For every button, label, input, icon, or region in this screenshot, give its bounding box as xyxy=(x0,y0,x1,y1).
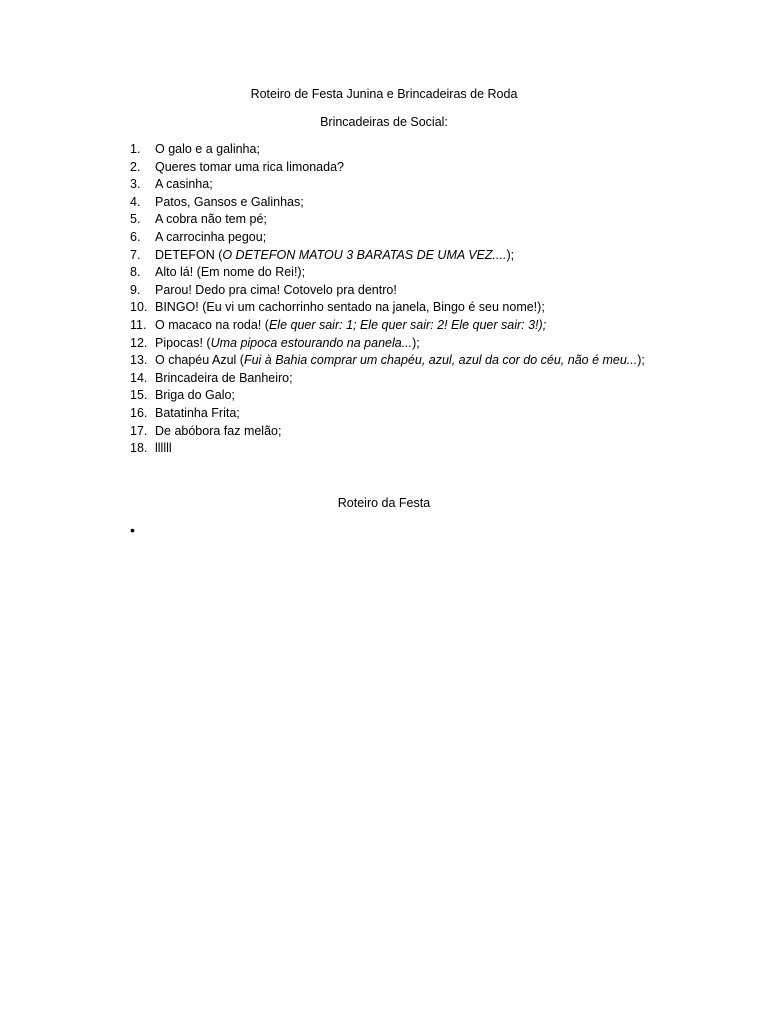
list-item-text: Briga do Galo; xyxy=(155,388,235,403)
list-item-text: Alto lá! (Em nome do Rei!); xyxy=(155,265,306,280)
list-item xyxy=(130,423,645,441)
list-item-number: 18. xyxy=(130,441,148,456)
list-item-number: 15. xyxy=(130,388,148,403)
section-heading-games: Brincadeiras de Social: xyxy=(320,115,448,129)
list-item-italic-text: Ele quer sair: 1; Ele quer sair: 2! Ele quer sair: 3!); xyxy=(268,317,547,332)
list-item-number: 12. xyxy=(130,335,148,350)
list-item-number: 14. xyxy=(130,370,148,385)
list-item-text: Pipocas! ( xyxy=(155,335,211,350)
list-item-number: 3. xyxy=(130,177,141,192)
list-item-number: 17. xyxy=(130,423,148,438)
list-item-text: Brincadeira de Banheiro; xyxy=(155,370,293,385)
list-item xyxy=(130,521,135,540)
list-item-number: 10. xyxy=(130,300,148,315)
list-item-number: 6. xyxy=(130,229,141,244)
list-item-text: A carrocinha pegou; xyxy=(155,229,267,244)
list-item-italic-text: O DETEFON MATOU 3 BARATAS DE UMA VEZ.... xyxy=(222,247,507,262)
list-item xyxy=(130,159,645,177)
list-item-suffix: ); xyxy=(637,353,645,368)
list-item-text: BINGO! (Eu vi um cachorrinho sentado na janela, Bingo é seu nome!); xyxy=(155,300,545,315)
list-item-number: 4. xyxy=(130,194,141,209)
list-item-text: A cobra não tem pé; xyxy=(155,212,267,227)
list-item xyxy=(130,405,645,423)
list-item xyxy=(130,176,645,194)
list-item-text: llllll xyxy=(155,441,172,456)
games-list xyxy=(130,141,645,458)
list-item xyxy=(130,387,645,405)
list-item-text: Queres tomar uma rica limonada? xyxy=(155,159,344,174)
list-item xyxy=(130,211,645,229)
list-item xyxy=(130,352,645,370)
party-script-list xyxy=(130,521,135,540)
list-item-text: Patos, Gansos e Galinhas; xyxy=(155,194,304,209)
list-item xyxy=(130,282,645,300)
list-item-text: O macaco na roda! ( xyxy=(155,317,269,332)
list-item-number: 13. xyxy=(130,353,148,368)
section-heading-party-script: Roteiro da Festa xyxy=(337,496,431,510)
list-item-number: 2. xyxy=(130,159,141,174)
list-item-suffix: ); xyxy=(506,247,515,262)
list-item-number: 8. xyxy=(130,265,141,280)
list-item-number: 9. xyxy=(130,282,141,297)
list-item xyxy=(130,247,645,265)
list-item xyxy=(130,141,645,159)
list-item-number: 7. xyxy=(130,247,141,262)
list-item-number: 5. xyxy=(130,212,141,227)
list-item xyxy=(130,264,645,282)
list-item-text: De abóbora faz melão; xyxy=(155,423,282,438)
bullet-icon: • xyxy=(130,522,135,538)
list-item-number: 16. xyxy=(130,405,148,420)
page-title: Roteiro de Festa Junina e Brincadeiras de Roda xyxy=(250,87,518,101)
list-item-text: Batatinha Frita; xyxy=(155,405,240,420)
list-item xyxy=(130,370,645,388)
list-item-number: 11. xyxy=(130,317,147,332)
list-item-italic-text: Uma pipoca estourando na panela... xyxy=(210,335,413,350)
list-item-text: Parou! Dedo pra cima! Cotovelo pra dentro! xyxy=(155,282,397,297)
list-item-text: DETEFON ( xyxy=(155,247,223,262)
list-item-text: O galo e a galinha; xyxy=(155,142,260,156)
list-item xyxy=(130,335,645,353)
list-item-number: 1. xyxy=(130,142,141,156)
list-item xyxy=(130,194,645,212)
list-item-italic-text: Fui à Bahia comprar um chapéu, azul, azul da cor do céu, não é meu... xyxy=(243,353,638,368)
list-item xyxy=(130,229,645,247)
list-item-text: O chapéu Azul ( xyxy=(155,353,244,368)
list-item xyxy=(130,440,645,458)
list-item-text: A casinha; xyxy=(155,177,213,192)
list-item-suffix: ); xyxy=(412,335,420,350)
list-item xyxy=(130,299,645,317)
list-item xyxy=(130,317,645,335)
